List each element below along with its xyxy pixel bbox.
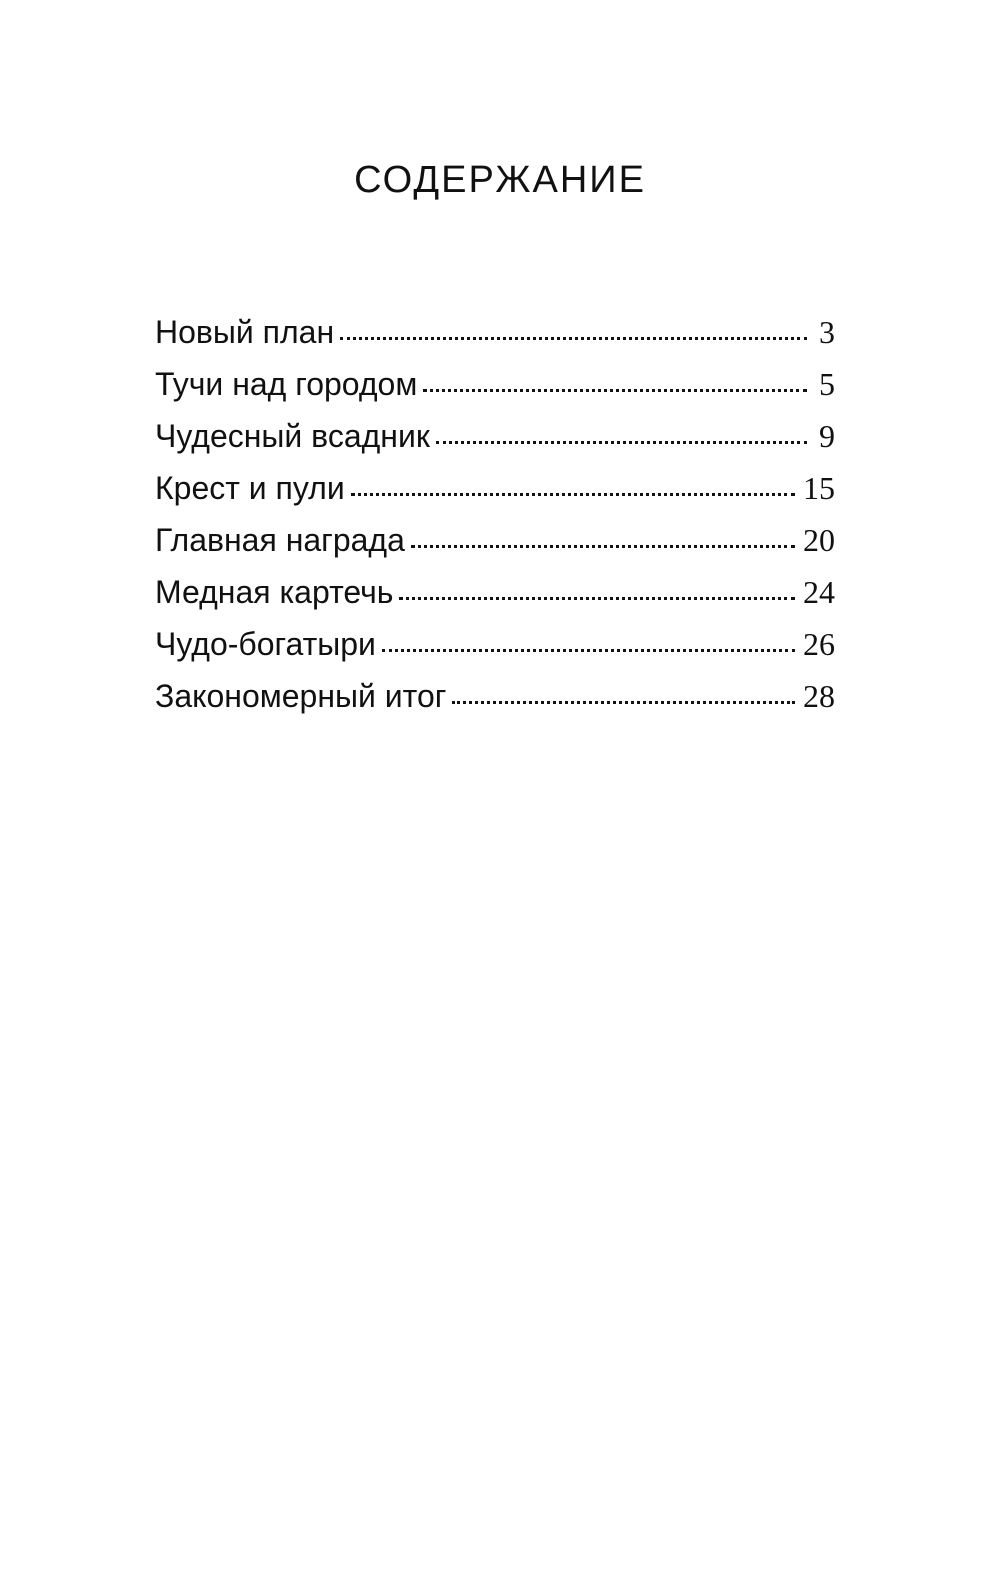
toc-entry-page: 3 <box>819 314 835 350</box>
toc-entry <box>155 566 835 618</box>
toc-entry <box>155 306 835 358</box>
toc-entry-label: Чудо-богатыри <box>155 626 376 662</box>
dot-leader <box>399 595 795 600</box>
toc-entry-page: 5 <box>819 366 835 402</box>
dot-leader <box>411 543 795 548</box>
toc-entry-label: Тучи над городом <box>155 366 418 402</box>
dot-leader <box>452 699 795 704</box>
toc-entry <box>155 670 835 722</box>
toc-entry-label: Закономерный итог <box>155 678 447 714</box>
toc-entry-page: 15 <box>803 470 835 506</box>
dot-leader <box>340 335 807 340</box>
toc-entry <box>155 358 835 410</box>
toc-entry-page: 24 <box>803 574 835 610</box>
toc-entry-page: 9 <box>819 418 835 454</box>
toc-entry-page: 26 <box>803 626 835 662</box>
dot-leader <box>351 491 795 496</box>
toc-entry-page: 28 <box>803 678 835 714</box>
toc-entry-label: Чудесный всадник <box>155 418 430 454</box>
page-title: СОДЕРЖАНИЕ <box>354 159 646 201</box>
toc-entry-label: Крест и пули <box>155 470 345 506</box>
toc-entry <box>155 410 835 462</box>
dot-leader <box>423 387 807 392</box>
toc-entry <box>155 462 835 514</box>
table-of-contents <box>155 306 835 722</box>
dot-leader <box>436 439 807 444</box>
toc-entry-label: Главная награда <box>155 522 405 558</box>
dot-leader <box>382 647 795 652</box>
toc-entry-label: Новый план <box>155 314 335 350</box>
toc-entry <box>155 618 835 670</box>
toc-entry <box>155 514 835 566</box>
toc-entry-page: 20 <box>803 522 835 558</box>
toc-entry-label: Медная картечь <box>155 574 394 610</box>
